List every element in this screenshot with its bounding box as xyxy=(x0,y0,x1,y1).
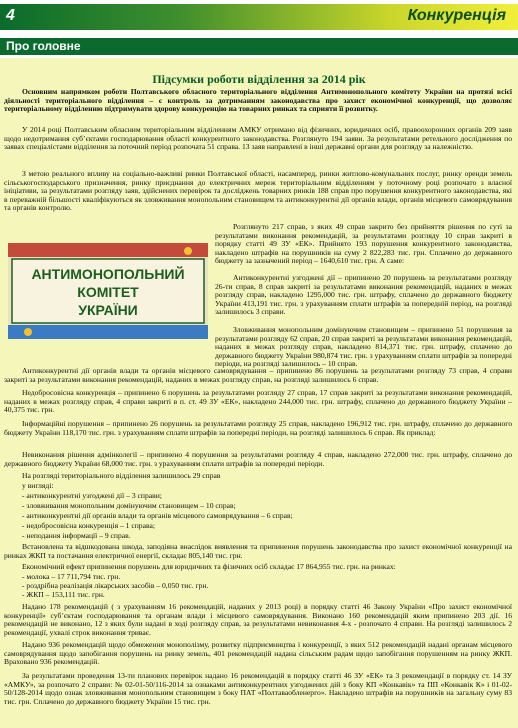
list-item: - неподання інформації – 9 справ. xyxy=(22,531,131,540)
section-title: Конкуренція xyxy=(407,7,506,24)
paragraph-8: Інформаційні порушення – припинено 26 порушень за результатами розгляду 25 справ, накладено 196,912 тис. грн. штрафу, сплачено до державного бюджету України 118,170 тис. грн. з урахуванням сплати штрафів за попередні періоди, на розгляді залишилось 6 справ. Як приклад: xyxy=(4,419,512,437)
monopoly-board-image xyxy=(8,243,208,339)
paragraph-7: Недобросовісна конкуренція – припинено 6 порушень за результатами розгляду 27 справ, 17 справ закриті за результатами виконання рекомендацій, наданих в межах розгляду справ, 4 справи закриті в п. ст. 49 ЗУ «ЕК», накладено 244,000 тис. грн. штрафу, сплачено до державного бюджету України – 40,375 тис. грн. xyxy=(4,388,512,415)
paragraph-1: У 2014 році Полтавським обласним територіальним відділенням АМКУ отримано від фізичних, юридичних осіб, правоохоронних органів 209 заяв щодо недотримання суб’єктами господарювання області конкурентного законодавства. Розглянуто 194 заяви. За результатами ретельного дослідження по заявах спеціалістами відділення за поточний період розпочата 51 справа. 13 заяв направлені в інші державні органи для розгляду за належністю. xyxy=(4,125,512,152)
article-lead: Основним напрямком роботи Полтавського обласного територіального відділення Антимонопольного комітету України на протязі всієї діяльності територіального відділення – є контроль за дотриманням законодавства про захист економічної конкуренції, що дозволяє територіальному відділенню підтримувати здорову конкуренцію на товарних ринках та сприяти її розвитку. xyxy=(4,87,512,114)
paragraph-13: Надано 936 рекомендацій щодо обмеження монополізму, розвитку підприємництва і конкуренції, з яких 512 рекомендацій надані органам місцевого самоврядування щодо запобігання порушень на ринку земель, 401 рекомендацій надана сільським радам щодо запобігання порушенням на ринку ЖКП. Враховано 936 рекомендацій. xyxy=(4,640,512,667)
paragraph-2: З метою реального впливу на соціально-важливі ринки Полтавської області, насамперед, ринки житлово-комунальних послуг, ринку оренди земель сільськогосподарського призначення, ринку приєднання до електричних мереж територіальним відділенням у поточному році розпочато з власної ініціативи, за результатами розгляду заяв, здійснених перевірок та досліджень товарних ринків 188 справ про порушення конкурентного законодавства, які в переважній більшості кваліфікуються як зловживання монопольним становищем та антиконкурентні дії органів влади, органів місцевого самоврядування та органів контролю. xyxy=(4,169,512,213)
paragraph-12: Надано 178 рекомендацій ( з урахуванням 16 рекомендацій, наданих у 2013 році) в порядку статті 46 Закону України «Про захист економічної конкуренції» суб’єктам господарювання та органам влади і місцевого самоврядування. Виконано 160 рекомендацій яким припинено 203 дії. 16 рекомендацій не виконано, 12 з яких були надані в ході розгляду справ, за результатами невиконання 4-х - розпочато 4 справи. На розгляді залишилось 2 рекомендації, ухвалі строк виконання триває. xyxy=(4,602,512,637)
list-intro: На розгляді територіального відділення залишилось 29 справ xyxy=(22,471,221,480)
list-item: - роздрібна реалізація лікарських засобів – 0,050 тис. грн. xyxy=(22,581,209,590)
article-title: Підсумки роботи відділення за 2014 рік xyxy=(152,72,366,86)
paragraph-9: Невиконання рішення адмінколегії – припинено 4 порушення за результатами розгляду 4 справ, накладено 272,000 тис. грн. штрафу, сплачено до державного бюджету України 68,000 тис. грн. з урахуванням сплати штрафів за попередні періоди. xyxy=(4,450,512,468)
image-line-1: АНТИМОНОПОЛЬНИЙ xyxy=(31,266,185,282)
paragraph-6: Антиконкурентні дії органів влади та органів місцевого самоврядування – припинено 86 порушень за результатами розгляду 73 справ, 4 справи закриті за результатами виконання рекомендацій, наданих в межах розгляду справ, на розгляді залишилось 6 справ. xyxy=(4,366,512,384)
paragraph-5: Зловживання монопольним домінуючим становищем – припинено 51 порушення за результатами розгляду 62 справ, 20 справ закриті за результатами виконання рекомендацій, наданих в межах розгляду справ, накладено 814,371 тис. грн. штрафу, сплачено до державного бюджету України 980,874 тис. грн. з урахуванням сплати штрафів за попередні періоди, на розгляді залишилось – 10 справ. xyxy=(215,325,512,369)
paragraph-4: Антиконкурентні узгоджені дії – припинено 20 порушень за результатами розгляду 26-ти справ, 8 справ закриті за результатами виконання рекомендацій, наданих в межах розгляду справ, накладено 1295,000 тис. грн. штрафу, сплачено до державного бюджету України 413,191 тис. грн. з урахуванням сплати штрафів за попередній період, на розгляді залишилось 3 справи. xyxy=(215,273,512,317)
image-line-3: УКРАЇНИ xyxy=(78,302,138,318)
paragraph-14: За результатами проведення 13-ти планових перевірок надано 16 рекомендацій в порядку статті 46 ЗУ «ЕК» та 3 рекомендації в порядку ст. 14 ЗУ «АМКУ», за розпочато 2 справи: № 02-01-50/116-2014 за ознаками антиконкурентних узгоджених дій з боку КП «Конкавік» та ПП «Конкавік К» і 01-02-50/128-2014 щодо ознак зловживання монопольним становищем з боку ПАТ «Полтаваобленерго». Накладено штрафів на порушників на загальну суму 83 тис. грн. Сплачено до державного бюджету України 15 тис. грн. xyxy=(4,671,512,706)
page-number: 4 xyxy=(6,7,15,24)
list-item: - зловживання монопольним домінуючим становищем – 10 справ; xyxy=(22,501,236,510)
list-head: у вигляді: xyxy=(22,481,54,490)
list-item: - антиконкурентні узгоджені дії – 3 справи; xyxy=(22,491,162,500)
image-line-2: КОМІТЕТ xyxy=(77,284,139,300)
paragraph-10: Встановлена та відшкодована шкода, заподіяна внаслідок виявлення та припинення порушень законодавства про захист економічної конкуренції на ринках ЖКП та постачання електричної енергії, складає 805,140 тис. грн. xyxy=(4,542,512,560)
committee-image xyxy=(8,243,208,339)
rubric-label: Про головне xyxy=(6,39,81,53)
list-item: - антиконкурентні дії органів влади та органів місцевого самоврядування – 6 справ; xyxy=(22,511,293,520)
list-item: - недобросовісна конкуренція – 1 справа; xyxy=(22,521,155,530)
page-header xyxy=(0,0,518,34)
rubric-bar xyxy=(0,38,518,55)
paragraph-11: Економічний ефект припинення порушень для юридичних та фізичних осіб складає 17 864,955 тис. грн. на ринках: xyxy=(22,562,396,571)
list-item: - ЖКП – 153,111 тис. грн. xyxy=(22,590,105,599)
paragraph-3: Розглянуто 217 справ, з яких 49 справ закрито без прийняття рішення по суті за результатами виконання рекомендацій, за результатами розгляду 10 справ закриті в порядку статті 49 ЗУ «ЕК». Прийнято 193 порушення конкурентного законодавства, накладено штрафів на порушників на суму 2 822,283 тис. грн. Сплачено до державного бюджету за зазначений період – 1640,610 тис. грн. А саме: xyxy=(215,222,512,266)
list-item: - молока – 17 711,794 тис. грн. xyxy=(22,572,121,581)
